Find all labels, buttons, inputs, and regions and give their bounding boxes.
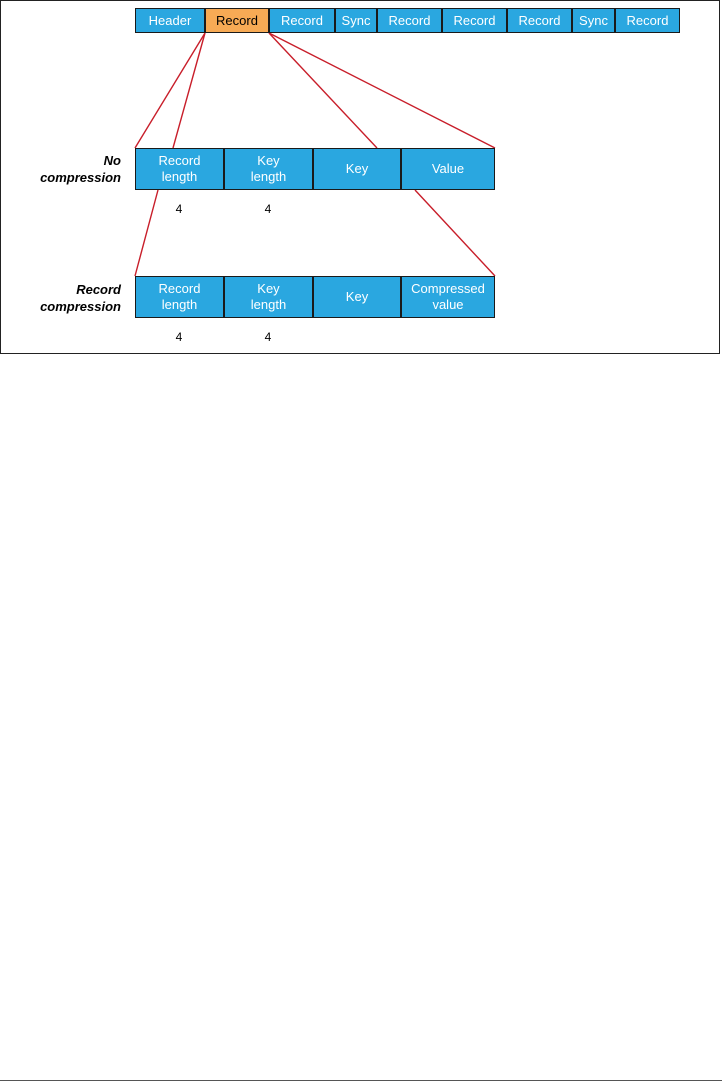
key-length-size: 4 xyxy=(264,202,272,216)
connector-record-to-row1-inner xyxy=(173,33,205,148)
record-compression-label-line1: Record xyxy=(76,282,121,297)
figure-frame xyxy=(0,0,720,354)
field-key-length: Key length xyxy=(224,148,313,190)
no-compression-label xyxy=(9,152,121,186)
record-compression-label xyxy=(9,281,121,315)
record-compression-label-line2: compression xyxy=(40,299,121,314)
strip-segment-header: Header xyxy=(135,8,205,33)
page-bottom-rule xyxy=(0,1080,722,1081)
connector-record-to-row1-end xyxy=(269,33,495,148)
strip-segment-record: Record xyxy=(442,8,507,33)
strip-segment-record: Record xyxy=(377,8,442,33)
field-record-length: Record length xyxy=(135,276,224,318)
strip-segment-sync: Sync xyxy=(335,8,377,33)
strip-segment-record: Record xyxy=(507,8,572,33)
strip-segment-record: Record xyxy=(269,8,335,33)
field-key-length: Key length xyxy=(224,276,313,318)
strip-segment-record-highlighted: Record xyxy=(205,8,269,33)
no-compression-label-line2: compression xyxy=(40,170,121,185)
connector-row1-value-to-row2-end xyxy=(415,190,495,276)
connector-row1-to-row2-start xyxy=(135,190,158,276)
connector-record-to-row1-key xyxy=(269,33,377,148)
no-compression-label-line1: No xyxy=(103,153,121,168)
field-value: Value xyxy=(401,148,495,190)
key-length-size: 4 xyxy=(264,330,272,344)
field-key: Key xyxy=(313,148,401,190)
connector-record-to-row1-start xyxy=(135,33,205,148)
strip-segment-record: Record xyxy=(615,8,680,33)
field-record-length: Record length xyxy=(135,148,224,190)
field-key: Key xyxy=(313,276,401,318)
record-length-size: 4 xyxy=(175,202,183,216)
field-compressed-value: Compressed value xyxy=(401,276,495,318)
record-length-size: 4 xyxy=(175,330,183,344)
strip-segment-sync: Sync xyxy=(572,8,615,33)
